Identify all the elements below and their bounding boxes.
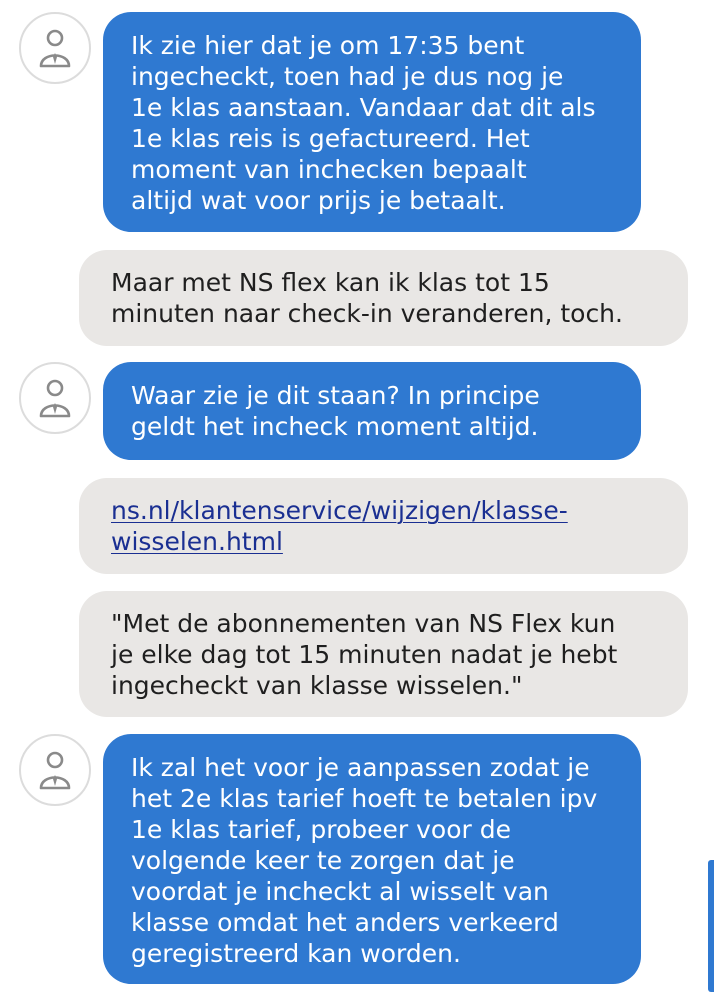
message-line: moment van inchecken bepaalt xyxy=(131,155,527,184)
message-line: Ik zie hier dat je om 17:35 bent xyxy=(131,31,525,60)
user-avatar-icon xyxy=(37,378,73,420)
user-avatar-icon xyxy=(37,28,73,70)
agent-message xyxy=(103,734,641,984)
agent-avatar xyxy=(19,12,91,84)
message-line: geldt het incheck moment altijd. xyxy=(131,412,539,441)
agent-message xyxy=(103,362,641,460)
message-line: volgende keer te zorgen dat je xyxy=(131,846,515,875)
message-line: Waar zie je dit staan? In principe xyxy=(131,381,540,410)
user-avatar-icon xyxy=(37,750,73,792)
message-line: "Met de abonnementen van NS Flex kun xyxy=(111,609,616,638)
message-line: 1e klas aanstaan. Vandaar dat dit als xyxy=(131,93,596,122)
message-line: je elke dag tot 15 minuten nadat je hebt xyxy=(111,640,618,669)
message-line: voordat je incheckt al wisselt van xyxy=(131,877,549,906)
message-line: 1e klas tarief, probeer voor de xyxy=(131,815,511,844)
message-line: klasse omdat het anders verkeerd xyxy=(131,908,559,937)
agent-avatar xyxy=(19,362,91,434)
scrollbar-edge[interactable] xyxy=(708,860,714,992)
message-line: minuten naar check-in veranderen, toch. xyxy=(111,299,623,328)
message-line: Ik zal het voor je aanpassen zodat je xyxy=(131,753,590,782)
message-line: 1e klas reis is gefactureerd. Het xyxy=(131,124,530,153)
agent-message xyxy=(103,12,641,232)
user-message xyxy=(79,250,688,346)
message-line: geregistreerd kan worden. xyxy=(131,939,461,968)
message-line: Maar met NS flex kan ik klas tot 15 xyxy=(111,268,550,297)
user-message-link xyxy=(79,478,688,574)
link-line: wisselen.html xyxy=(111,527,283,556)
message-line: ingecheckt van klasse wisselen." xyxy=(111,671,523,700)
message-line: altijd wat voor prijs je betaalt. xyxy=(131,186,506,215)
link-line: ns.nl/klantenservice/wijzigen/klasse- xyxy=(111,496,568,525)
message-line: ingecheckt, toen had je dus nog je xyxy=(131,62,564,91)
agent-avatar xyxy=(19,734,91,806)
klasse-wisselen-link[interactable] xyxy=(111,495,664,557)
message-line: het 2e klas tarief hoeft te betalen ipv xyxy=(131,784,598,813)
user-message xyxy=(79,591,688,717)
